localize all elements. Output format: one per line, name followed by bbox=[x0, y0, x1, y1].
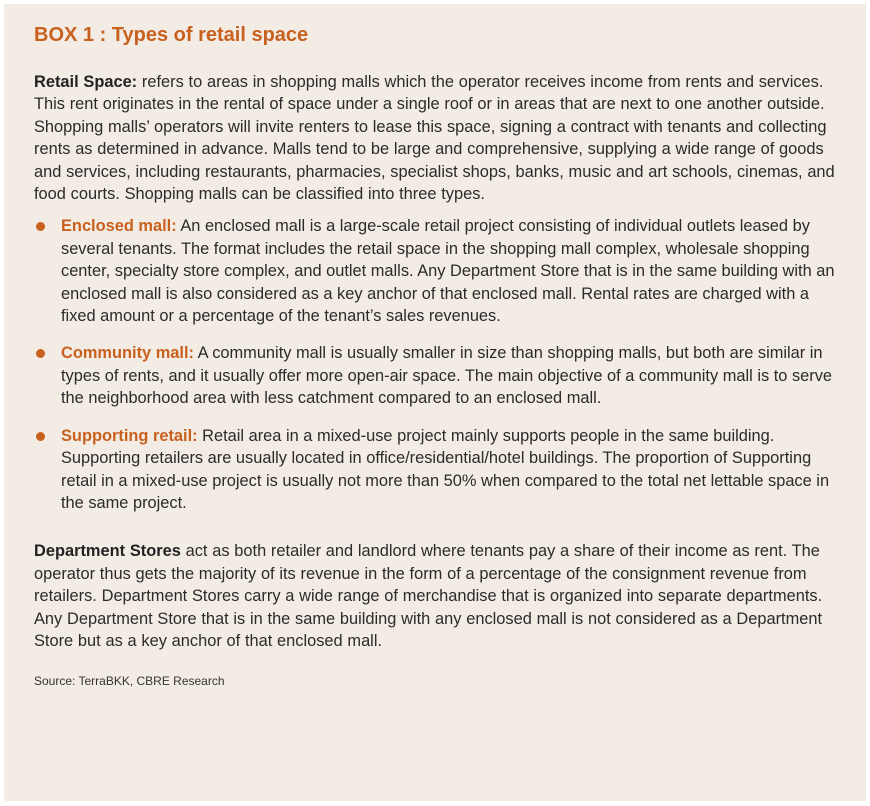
retail-space-text: refers to areas in shopping malls which the operator receives income from rents and services. This rent originates in the rental of space under a single roof or in areas that are next to one another outside. Shopping malls’ operators will invite renters to lease this space, signing a contract with tenants and collecting rents as determined in advance. Malls tend to be large and comprehensive, supplying a wide range of goods and services, including restaurants, pharmacies, specialist shops, banks, music and art schools, cinemas, and food courts. Shopping malls can be classified into three types. bbox=[34, 73, 835, 204]
box-title: BOX 1 : Types of retail space bbox=[34, 24, 309, 46]
community-mall-text: A community mall is usually smaller in size than shopping malls, but both are similar in types of rents, and it usually offer more open-air space. The main objective of a community mall is to serve the neighborhood area with less catchment compared to an enclosed mall. bbox=[61, 344, 833, 408]
list-item bbox=[34, 215, 836, 327]
enclosed-mall-text: An enclosed mall is a large-scale retail project consisting of individual outlets leased by several tenants. The format includes the retail space in the shopping mall complex, wholesale shopping center, specialty store complex, and outlet malls. Any Department Store that is in the same building with an enclosed mall is also considered as a key anchor of that enclosed mall. Rental rates are charged with a fixed amount or a percentage of the tenant’s sales revenues. bbox=[61, 217, 835, 326]
department-stores-lead: Department Stores bbox=[34, 542, 181, 561]
retail-space-lead: Retail Space: bbox=[34, 73, 138, 91]
bullet-dot-icon bbox=[36, 222, 45, 231]
bullet-dot-icon bbox=[36, 349, 45, 358]
source-note: Source: TerraBKK, CBRE Research bbox=[34, 674, 225, 689]
department-stores-text: act as both retailer and landlord where tenants pay a share of their income as rent. The operator thus gets the majority of its revenue in the form of a percentage of the consignment revenue from retailers. Department Stores carry a wide range of merchandise that is organized into separate departments. Any Department Store that is in the same building with any enclosed mall is not considered as a Department Store but as a key anchor of that enclosed mall. bbox=[34, 542, 823, 650]
list-item bbox=[34, 342, 836, 409]
list-item bbox=[34, 425, 836, 515]
info-box bbox=[4, 4, 866, 801]
supporting-retail-text: Retail area in a mixed-use project mainly supports people in the same building. Supporting retailers are usually located in office/residential/hotel buildings. The proportion of Supporting retail in a mixed-use project is usually not more than 50% when compared to the total net lettable space in the same project. bbox=[61, 426, 830, 512]
mall-types-list bbox=[34, 215, 836, 514]
community-mall-term: Community mall: bbox=[61, 344, 194, 363]
enclosed-mall-term: Enclosed mall: bbox=[61, 217, 177, 236]
retail-space-paragraph bbox=[34, 71, 836, 205]
bullet-dot-icon bbox=[36, 432, 45, 441]
department-stores-paragraph bbox=[34, 540, 836, 652]
supporting-retail-term: Supporting retail: bbox=[61, 426, 198, 445]
